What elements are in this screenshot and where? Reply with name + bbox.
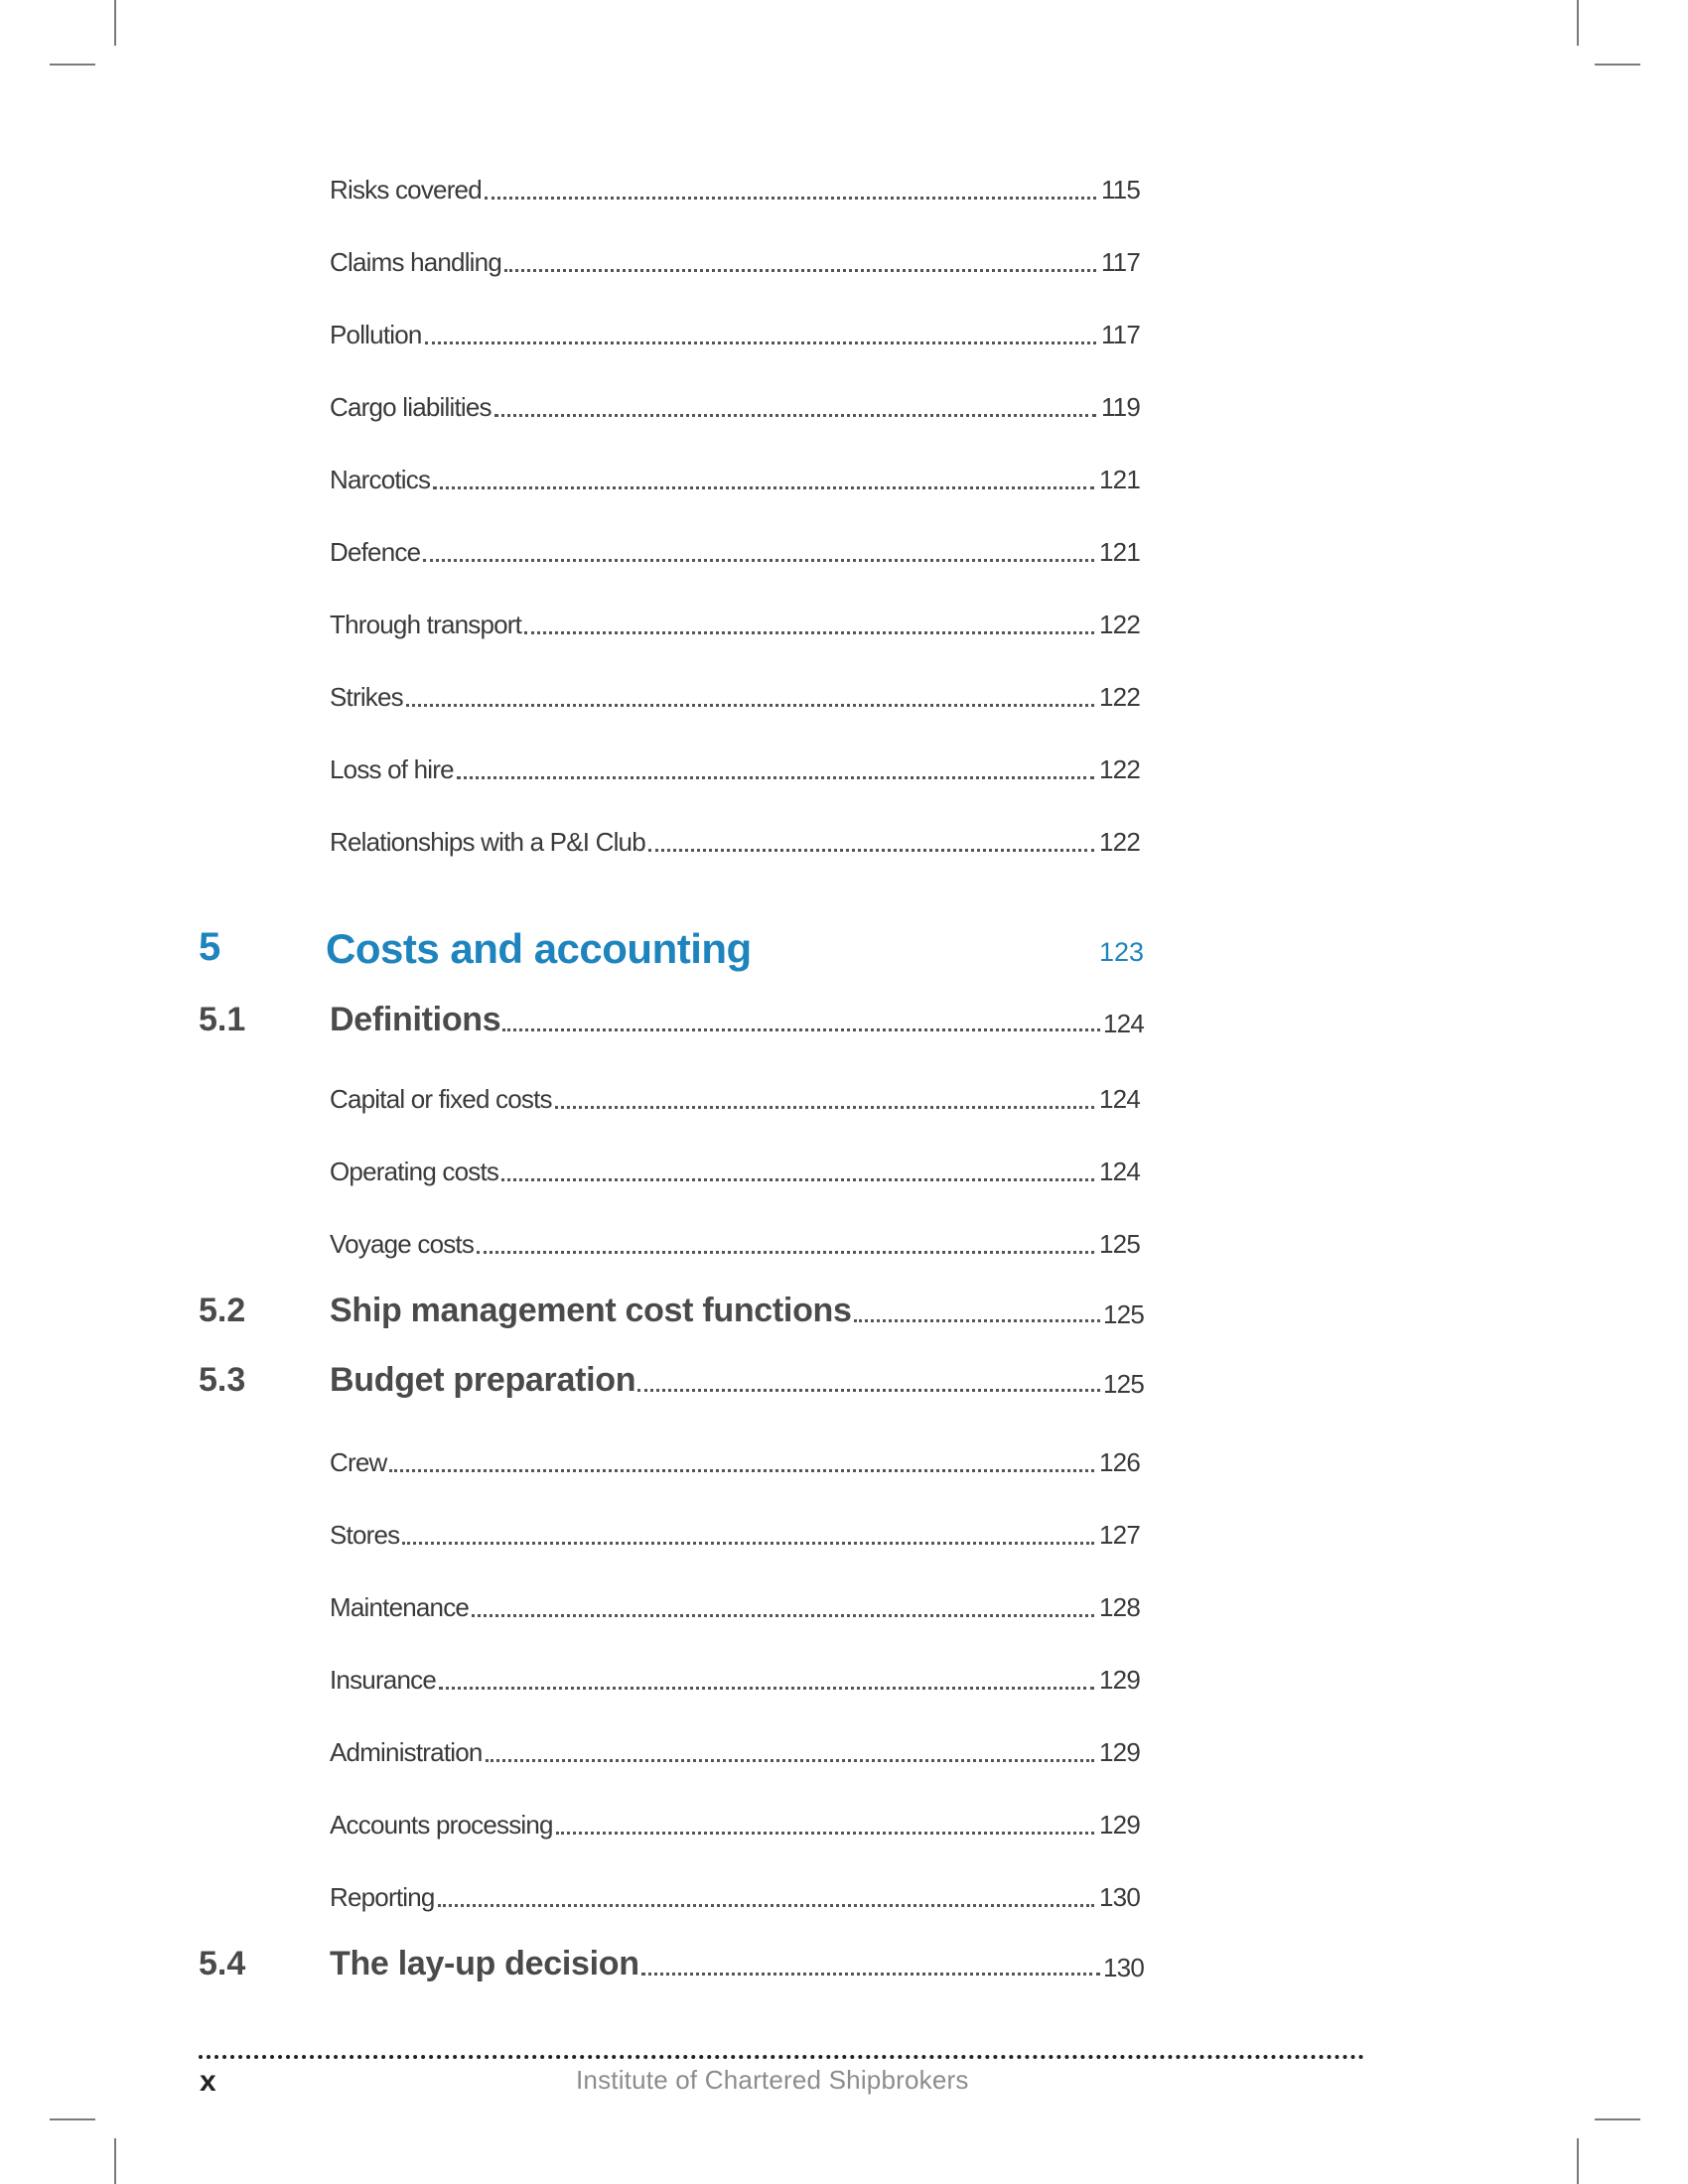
dot-leader (472, 1614, 1094, 1617)
dot-leader (425, 341, 1096, 344)
dot-leader (433, 486, 1094, 489)
toc-entry-page: 122 (1099, 827, 1140, 857)
toc-entry[interactable] (330, 682, 1140, 713)
footer-rule (199, 2055, 1364, 2059)
toc-entry-label: Insurance (330, 1665, 436, 1695)
toc-entry-label: Narcotics (330, 465, 431, 494)
section-page: 125 (1103, 1369, 1144, 1399)
toc-entry-label: Operating costs (330, 1157, 499, 1186)
section-page: 130 (1103, 1953, 1144, 1982)
toc-entry-page: 124 (1099, 1084, 1140, 1114)
toc-entry-label: Defence (330, 537, 421, 567)
section-heading[interactable] (199, 1945, 1144, 1983)
dot-leader (486, 1759, 1094, 1762)
section-title: Budget preparation (330, 1361, 636, 1399)
toc-entry-label: Capital or fixed costs (330, 1084, 552, 1114)
toc-entry[interactable] (330, 247, 1140, 278)
toc-entry-page: 117 (1100, 247, 1140, 277)
crop-mark (1577, 0, 1579, 46)
toc-entry[interactable] (330, 827, 1140, 858)
toc-entry-label: Risks covered (330, 175, 482, 205)
chapter-heading[interactable] (199, 925, 1144, 975)
dot-leader (439, 1687, 1094, 1690)
toc-entry-label: Strikes (330, 682, 403, 712)
toc-entry-page: 129 (1099, 1665, 1140, 1695)
dot-leader (504, 269, 1096, 272)
toc-entry[interactable] (330, 392, 1140, 423)
dot-leader (423, 559, 1094, 562)
toc-entry-label: Claims handling (330, 247, 501, 277)
toc-entry[interactable] (330, 1882, 1140, 1913)
dot-leader (502, 1028, 1100, 1031)
section-page: 124 (1103, 1009, 1144, 1038)
crop-mark (1577, 2138, 1579, 2184)
section-heading[interactable] (199, 1361, 1144, 1400)
toc-entry-label: Administration (330, 1737, 483, 1767)
crop-mark (114, 0, 116, 46)
dot-leader (402, 1542, 1094, 1545)
toc-entry-label: Pollution (330, 320, 422, 349)
toc-entry[interactable] (330, 465, 1140, 495)
toc-entry-label: Loss of hire (330, 754, 454, 784)
toc-entry[interactable] (330, 610, 1140, 640)
dot-leader (556, 1832, 1094, 1835)
dot-leader (555, 1106, 1094, 1109)
crop-mark (1595, 2118, 1640, 2120)
chapter-page: 123 (1098, 937, 1144, 967)
toc-entry-page: 115 (1100, 175, 1140, 205)
dot-leader (641, 1973, 1100, 1976)
toc-entry-label: Through transport (330, 610, 522, 639)
section-title: Ship management cost functions (330, 1292, 852, 1329)
toc-entry-page: 122 (1099, 610, 1140, 639)
crop-mark (1595, 64, 1640, 66)
toc-entry[interactable] (330, 1592, 1140, 1623)
toc-entry[interactable] (330, 754, 1140, 785)
toc-entry-label: Voyage costs (330, 1229, 475, 1259)
toc-entry[interactable] (330, 1810, 1140, 1841)
toc-entry-page: 119 (1100, 392, 1140, 422)
section-heading[interactable] (199, 1292, 1144, 1330)
dot-leader (438, 1904, 1094, 1907)
toc-entry[interactable] (330, 1737, 1140, 1768)
toc-entry-page: 117 (1100, 320, 1140, 349)
footer-publisher: Institute of Chartered Shipbrokers (576, 2065, 969, 2095)
dot-leader (406, 704, 1094, 707)
section-title: The lay-up decision (330, 1945, 639, 1982)
toc-entry-page: 128 (1099, 1592, 1140, 1622)
toc-entry[interactable] (330, 537, 1140, 568)
toc-entry-label: Relationships with a P&I Club (330, 827, 645, 857)
section-number: 5.1 (199, 1001, 246, 1038)
toc-entry[interactable] (330, 1665, 1140, 1696)
dot-leader (477, 1251, 1094, 1254)
toc-entry-page: 129 (1099, 1810, 1140, 1840)
footer-page-number: x (200, 2065, 216, 2098)
dot-leader (389, 1469, 1094, 1472)
dot-leader (457, 776, 1094, 779)
toc-entry-page: 126 (1099, 1447, 1140, 1477)
toc-entry-page: 122 (1099, 682, 1140, 712)
section-number: 5.4 (199, 1945, 246, 1982)
crop-mark (114, 2138, 116, 2184)
toc-entry[interactable] (330, 1157, 1140, 1187)
toc-entry-label: Reporting (330, 1882, 435, 1912)
dot-leader (648, 849, 1094, 852)
section-number: 5.3 (199, 1361, 246, 1399)
section-title: Definitions (330, 1001, 501, 1038)
dot-leader (501, 1178, 1094, 1181)
dot-leader (485, 197, 1096, 200)
toc-entry-page: 125 (1099, 1229, 1140, 1259)
dot-leader (854, 1319, 1100, 1322)
dot-leader (524, 631, 1094, 634)
crop-mark (50, 64, 95, 66)
toc-entry[interactable] (330, 1229, 1140, 1260)
toc-entry-page: 130 (1099, 1882, 1140, 1912)
toc-entry-page: 124 (1099, 1157, 1140, 1186)
toc-entry-label: Maintenance (330, 1592, 470, 1622)
toc-entry-page: 121 (1099, 465, 1140, 494)
toc-entry[interactable] (330, 175, 1140, 205)
toc-entry-label: Accounts processing (330, 1810, 553, 1840)
toc-entry[interactable] (330, 1447, 1140, 1478)
toc-entry[interactable] (330, 1520, 1140, 1551)
toc-entry[interactable] (330, 320, 1140, 350)
toc-entry-label: Cargo liabilities (330, 392, 492, 422)
toc-entry-page: 127 (1099, 1520, 1140, 1550)
toc-entry-label: Stores (330, 1520, 400, 1550)
section-number: 5.2 (199, 1292, 246, 1329)
section-page: 125 (1103, 1299, 1144, 1329)
dot-leader (637, 1389, 1100, 1392)
chapter-title: Costs and accounting (326, 925, 752, 972)
crop-mark (50, 2118, 95, 2120)
toc-entry[interactable] (330, 1084, 1140, 1115)
section-heading[interactable] (199, 1001, 1144, 1039)
toc-entry-label: Crew (330, 1447, 387, 1477)
toc-entry-page: 121 (1099, 537, 1140, 567)
chapter-number: 5 (199, 925, 221, 969)
dot-leader (494, 414, 1096, 417)
toc-entry-page: 122 (1099, 754, 1140, 784)
toc-entry-page: 129 (1099, 1737, 1140, 1767)
